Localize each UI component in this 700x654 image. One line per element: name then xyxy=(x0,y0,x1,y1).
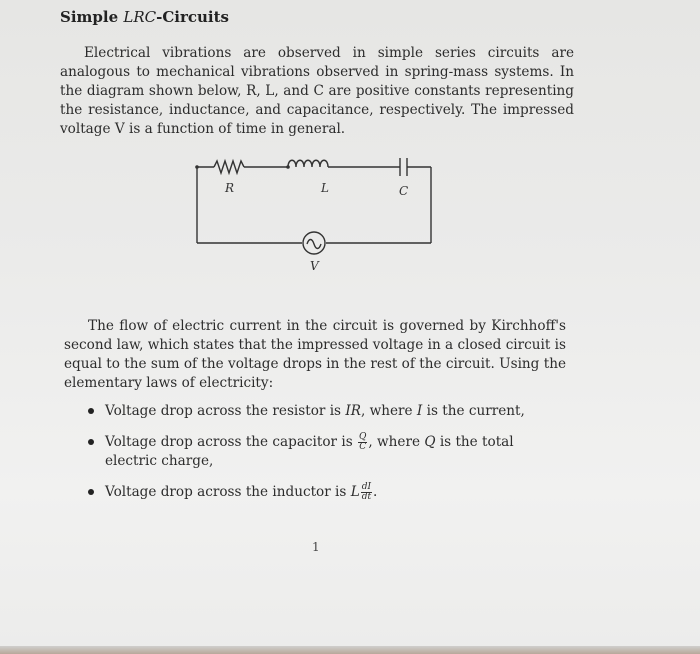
intro-paragraph: Electrical vibrations are observed in simple series circuits are analogous to mechanical vibrations observed in spring-mass systems. In the diagram shown below, R, L, and C are positive constants representing the resistance, inductance, and capacitance, respectively. The impressed voltage V is a function of time in general. xyxy=(60,45,574,137)
fraction-q-over-c: $\frac{Q}{C}$ xyxy=(359,432,367,452)
list-item-capacitor: Voltage drop across the capacitor is $\frac{Q}{C}$ , where Q is the total electric charge, xyxy=(88,433,568,470)
section-title: Simple LRC-Circuits xyxy=(60,8,229,26)
label-r: R xyxy=(225,181,235,195)
bullet-icon xyxy=(88,439,94,445)
bullet-icon xyxy=(88,489,94,495)
label-v: V xyxy=(310,259,319,273)
resistor-symbol xyxy=(214,161,244,173)
page-bottom-edge xyxy=(0,646,700,654)
fraction-di-over-dt: $\frac{dI}{dt}$ xyxy=(361,482,372,502)
list-item-resistor: Voltage drop across the resistor is IR, where I is the current, xyxy=(88,402,568,420)
ac-wave-icon xyxy=(307,240,321,249)
label-l: L xyxy=(321,181,329,195)
lrc-circuit-diagram xyxy=(190,150,440,275)
label-c: C xyxy=(399,184,409,198)
voltage-drop-list xyxy=(88,402,568,515)
kirchhoff-paragraph: The flow of electric current in the circuit is governed by Kirchhoff's second law, which states that the impressed voltage in a closed circuit is equal to the sum of the voltage drops in the rest of the circuit. Using the elementary laws of electricity: xyxy=(64,318,566,391)
bullet-icon xyxy=(88,408,94,414)
page-number: 1 xyxy=(312,540,320,554)
list-item-inductor: Voltage drop across the inductor is L $\frac{dI}{dt}$ . xyxy=(88,483,568,502)
inductor-symbol xyxy=(288,160,328,167)
